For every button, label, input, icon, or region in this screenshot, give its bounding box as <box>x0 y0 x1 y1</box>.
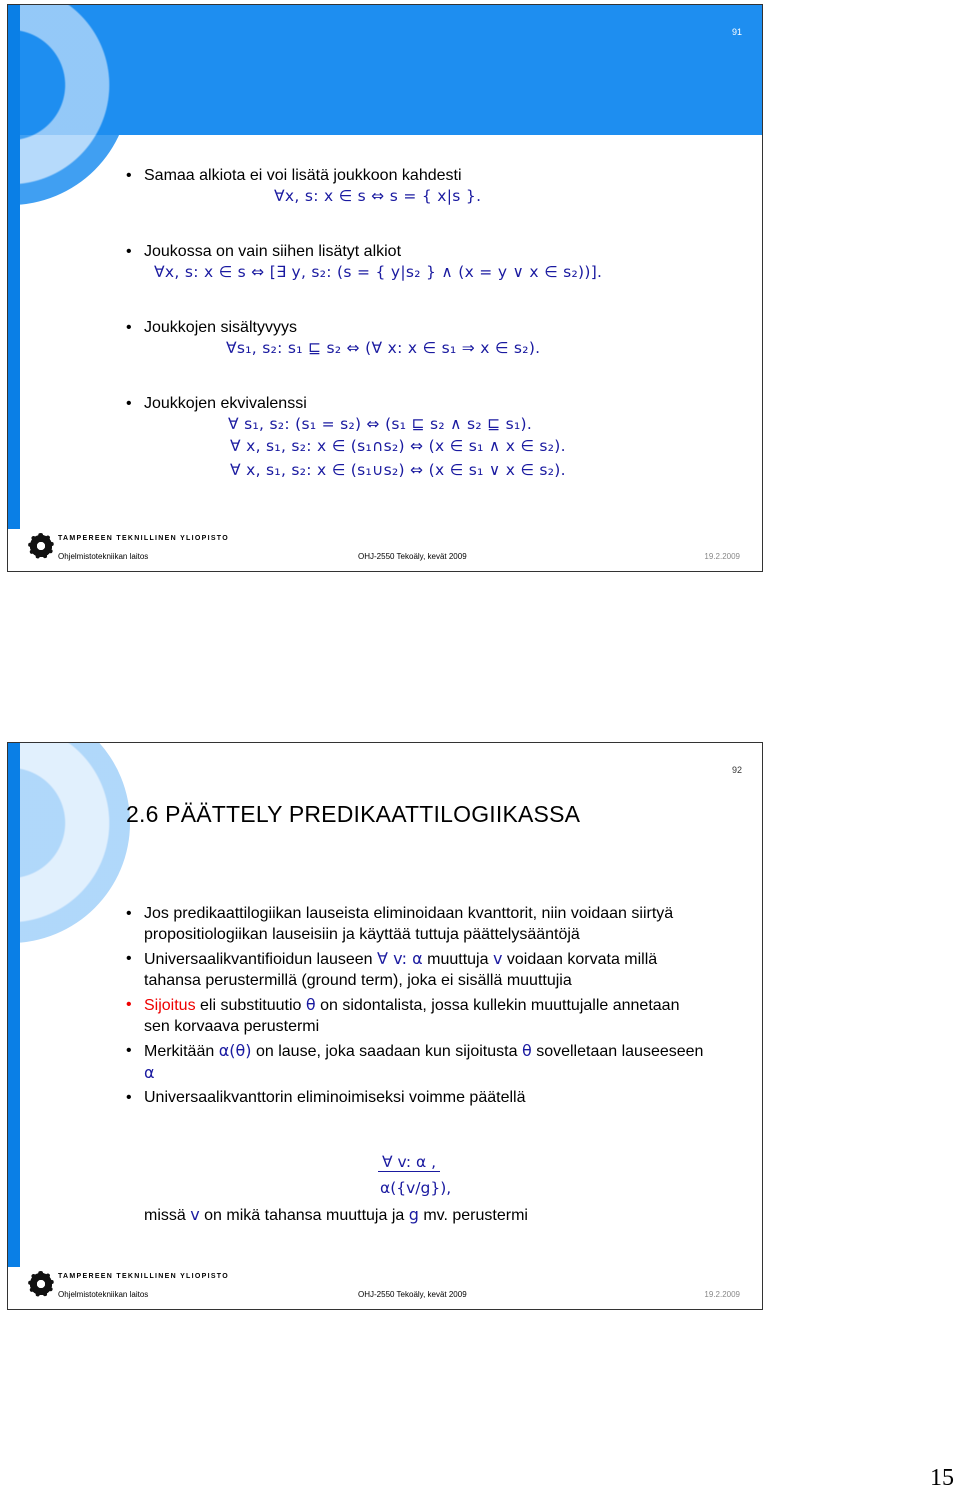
bullet-text: Merkitään <box>144 1043 215 1060</box>
bullet-item <box>126 317 726 359</box>
alpha-symbol: α <box>144 1063 155 1082</box>
formula: ∀ v: α <box>377 949 423 968</box>
slide-date: 19.2.2009 <box>704 1290 740 1299</box>
formula: ∀s₁, s₂: s₁ ⊑ s₂ ⇔ (∀ x: x ∈ s₁ ⇒ x ∈ s₂). <box>226 339 541 357</box>
department: Ohjelmistotekniikan laitos <box>58 552 149 561</box>
bullet-item <box>126 903 706 945</box>
gear-watermark <box>7 4 130 205</box>
bullet-text: missä <box>144 1207 186 1224</box>
bullet-text: voidaan korvata millä tahansa perustermillä (ground term), joka ei sisällä muuttujia <box>144 951 658 989</box>
slide-date: 19.2.2009 <box>704 552 740 561</box>
bullet-text: eli substituutio <box>200 997 302 1014</box>
bullet-text: Jos predikaattilogiikan lauseista eliminoidaan kvanttorit, niin voidaan siirtyä propositiologiikan lauseisiin ja käyttää tuttuja päättelysääntöjä <box>144 905 674 943</box>
bullet-item <box>126 1087 706 1108</box>
bullet-item <box>126 1040 706 1084</box>
formula: α(θ) <box>218 1041 252 1060</box>
last-line <box>144 1205 528 1225</box>
bullet-text: sovelletaan lauseeseen <box>536 1043 704 1060</box>
bullet-item <box>126 948 706 991</box>
variable: v <box>492 949 503 968</box>
slide-footer <box>8 529 762 571</box>
gear-watermark <box>7 742 130 943</box>
bullet-text: Joukossa on vain siihen lisätyt alkiot <box>144 243 402 260</box>
formula-union: ∀ x, s₁, s₂: x ∈ (s₁∪s₂) ⇔ (x ∈ s₁ ∨ x ∈ s₂). <box>230 461 566 479</box>
bullet-text: Joukkojen sisältyvyys <box>144 319 297 336</box>
bullet-item <box>126 994 706 1037</box>
inference-rule-bottom: α({v/g}), <box>380 1179 452 1197</box>
bullet-text: on lause, joka saadaan kun sijoitusta <box>255 1043 518 1060</box>
theta-symbol: θ <box>305 995 316 1014</box>
theta-symbol: θ <box>521 1041 532 1060</box>
document-page-number: 15 <box>930 1465 954 1491</box>
slide-footer <box>8 1267 762 1309</box>
formula: ∀x, s: x ∈ s ⇔ [∃ y, s₂: (s = { y|s₂ } ∧ (x = y ∨ x ∈ s₂))]. <box>154 263 603 281</box>
bullet-item <box>126 165 726 207</box>
slide-title: 2.6 PÄÄTTELY PREDIKAATTILOGIIKASSA <box>126 801 581 827</box>
bullet-text: on mikä tahansa muuttuja ja <box>204 1207 405 1224</box>
university-logo-icon <box>28 1271 54 1297</box>
bullet-text: Universaalikvanttorin eliminoimiseksi voimme päätellä <box>144 1089 526 1106</box>
slide-page-number: 92 <box>731 765 742 775</box>
bullet-text: Samaa alkiota ei voi lisätä joukkoon kahdesti <box>144 167 462 184</box>
variable: g <box>408 1205 419 1224</box>
course-name: OHJ-2550 Tekoäly, kevät 2009 <box>358 552 467 561</box>
slide-page-number: 91 <box>731 27 742 37</box>
department: Ohjelmistotekniikan laitos <box>58 1290 149 1299</box>
formula-intersection: ∀ x, s₁, s₂: x ∈ (s₁∩s₂) ⇔ (x ∈ s₁ ∧ x ∈ s₂). <box>230 437 566 455</box>
bullet-text: muuttuja <box>427 951 489 968</box>
side-bar <box>8 743 20 1309</box>
slide2-bullets <box>126 903 706 1108</box>
variable: v <box>190 1205 200 1224</box>
side-bar <box>8 5 20 571</box>
bullet-text: Joukkojen ekvivalenssi <box>144 395 307 412</box>
university-name: TAMPEREEN TEKNILLINEN YLIOPISTO <box>58 1273 229 1280</box>
course-name: OHJ-2550 Tekoäly, kevät 2009 <box>358 1290 467 1299</box>
slide1-bullets <box>126 165 726 453</box>
highlight-term: Sijoitus <box>144 997 196 1014</box>
formula: ∀x, s: x ∈ s ⇔ s = { x|s }. <box>274 187 482 205</box>
inference-rule-top: ∀ v: α , <box>378 1153 440 1172</box>
slide-91 <box>7 4 763 572</box>
university-name: TAMPEREEN TEKNILLINEN YLIOPISTO <box>58 535 229 542</box>
formula: ∀ s₁, s₂: (s₁ = s₂) ⇔ (s₁ ⊑ s₂ ∧ s₂ ⊑ s₁). <box>228 415 533 433</box>
bullet-item <box>126 393 726 435</box>
bullet-text: on sidontalista, jossa kullekin muuttujalle annetaan sen korvaava perustermi <box>144 997 680 1035</box>
slide-92 <box>7 742 763 1310</box>
bullet-text: mv. perustermi <box>423 1207 528 1224</box>
bullet-text: Universaalikvantifioidun lauseen <box>144 951 373 968</box>
bullet-item <box>126 241 726 283</box>
university-logo-icon <box>28 533 54 559</box>
